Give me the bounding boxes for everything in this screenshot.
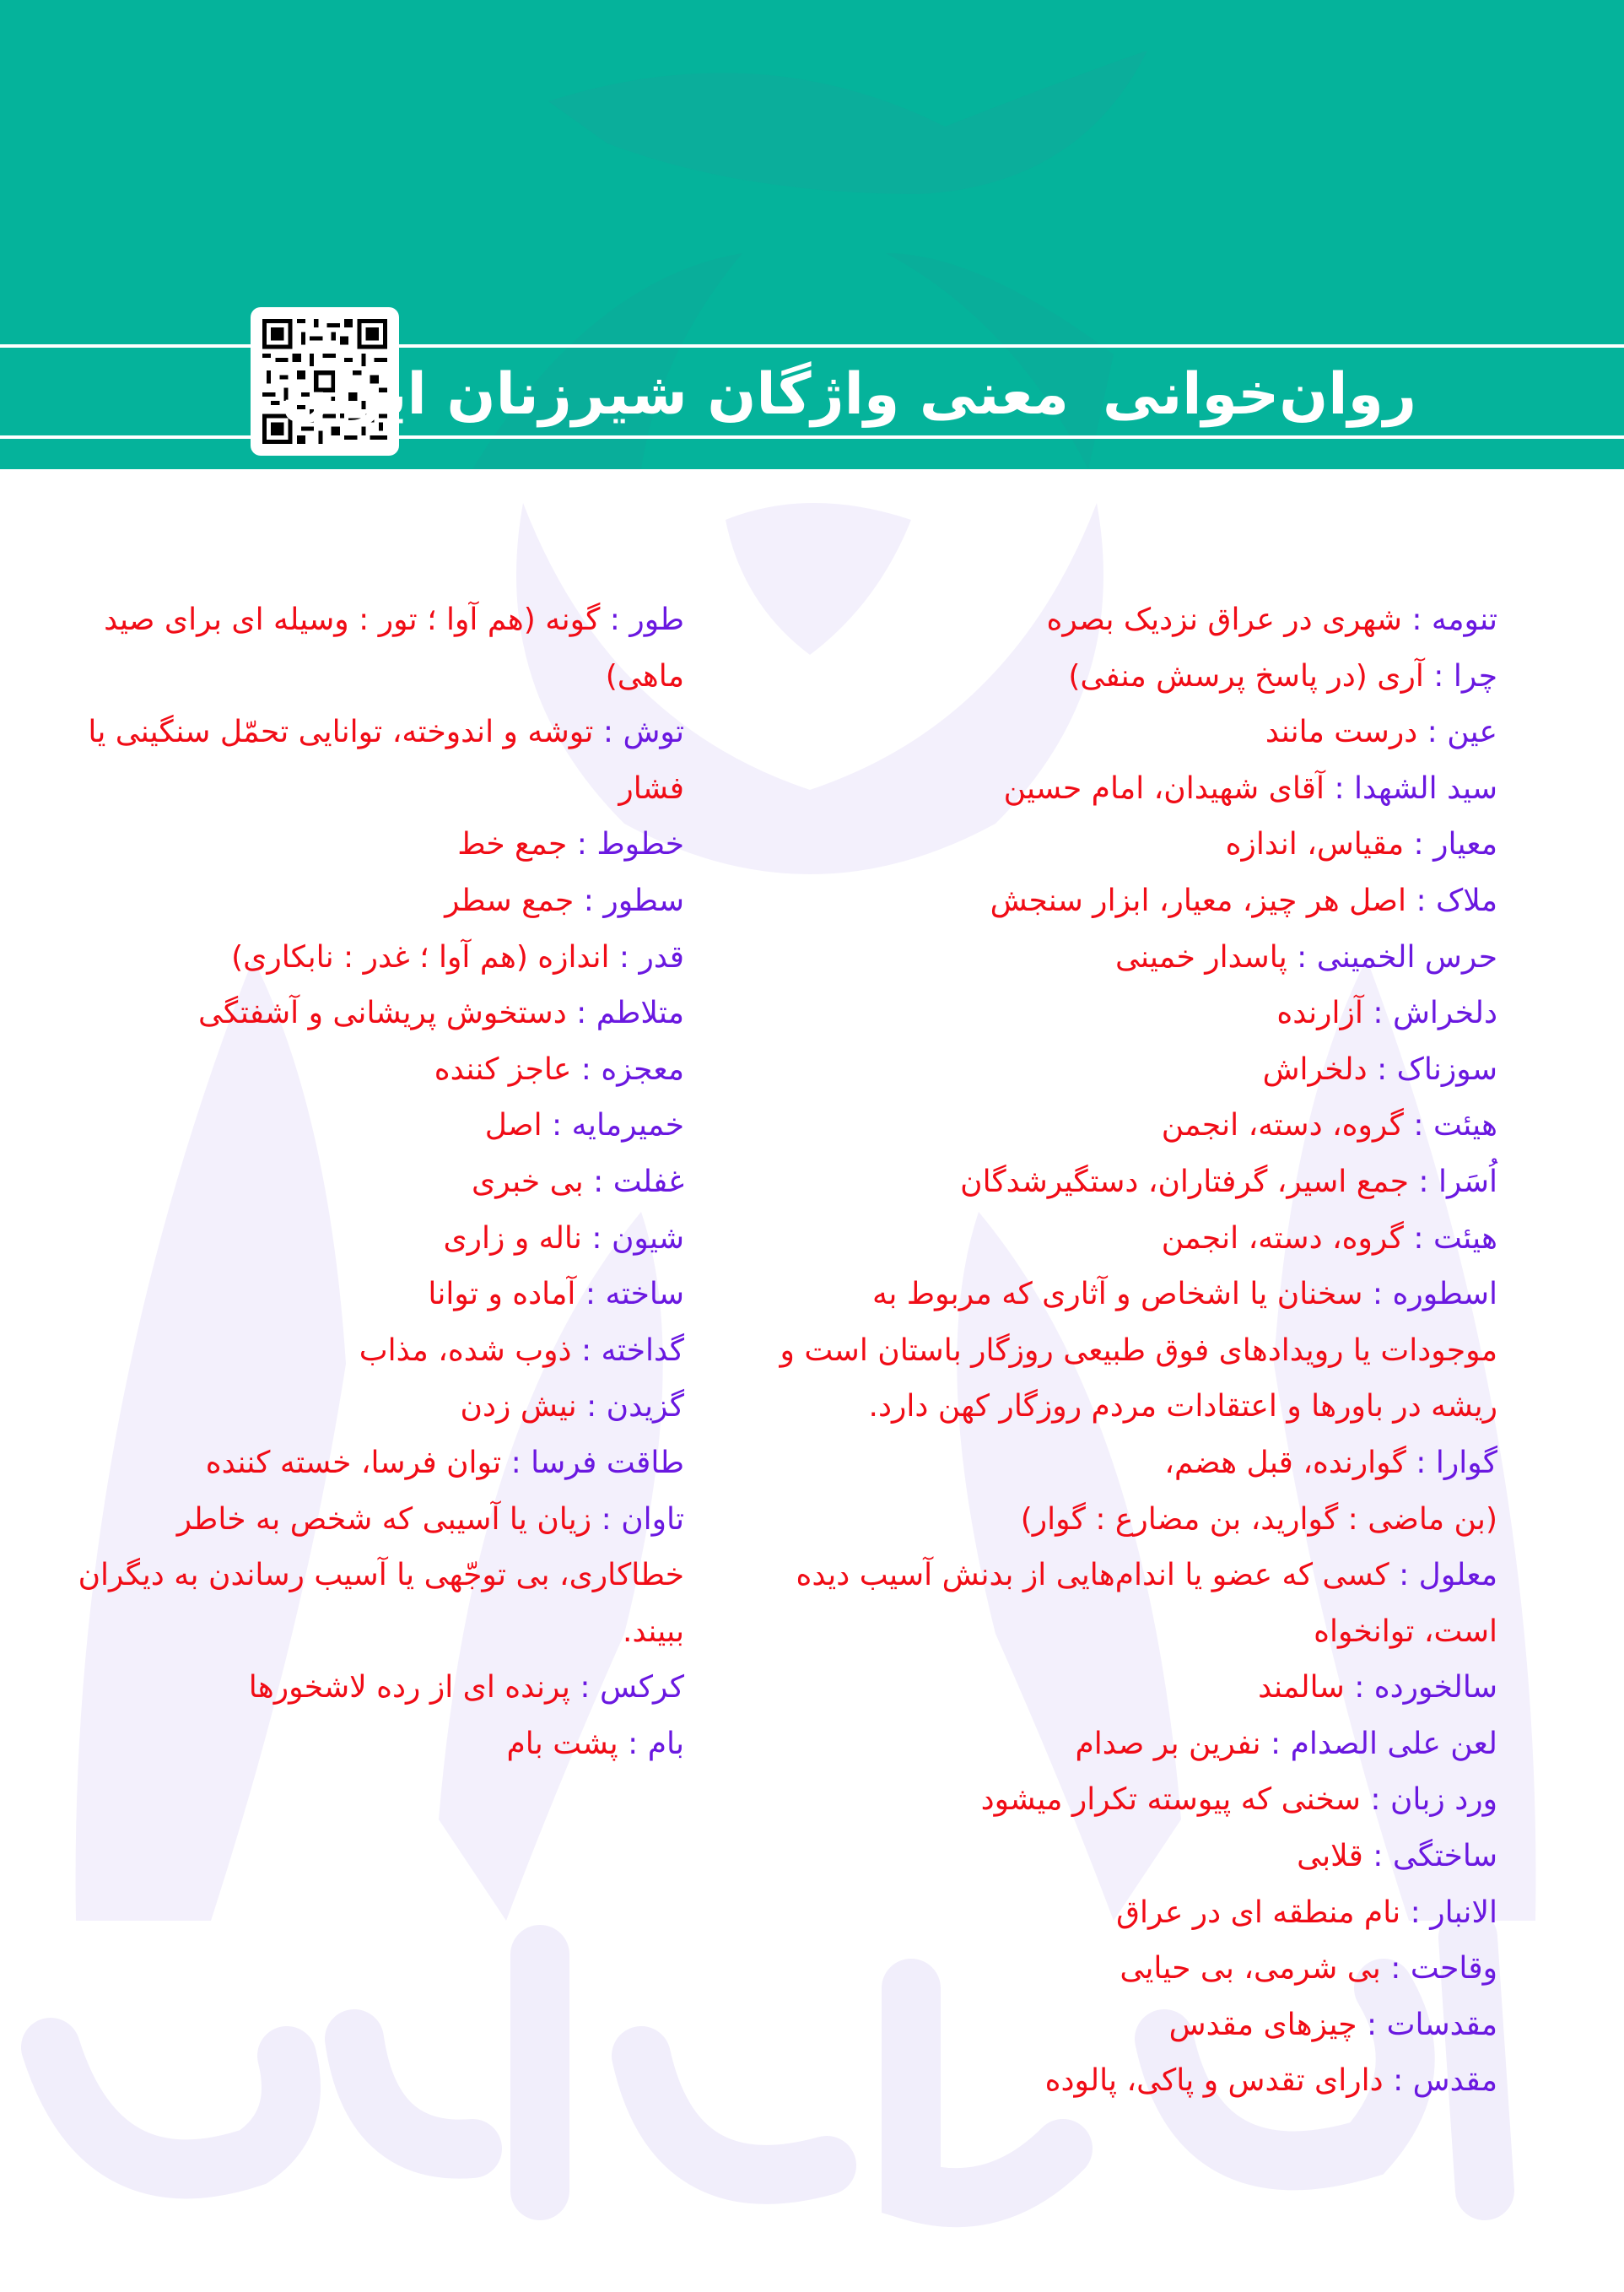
vocab-item: ساخته : آماده و توانا xyxy=(428,1277,684,1312)
vocab-definition: زیان یا آسیبی که شخص به خاطر خطاکاری، بی توجّهی یا آسیب رساندن به دیگران ببیند. xyxy=(78,1501,684,1649)
vocab-item: ورد زبان : سخنی که پیوسته تکرار میشود xyxy=(980,1782,1497,1818)
vocab-item: اسطوره : سخنان یا اشخاص و آثاری که مربوط به موجودات یا رویدادهای فوق طبیعی روزگار باستان است و ریشه در باورها و اعتقادات مردم روزگار کهن دارد. xyxy=(780,1277,1497,1424)
vocab-item: مقدسات : چیزهای مقدس xyxy=(1168,2007,1497,2042)
vocab-item: تنومه : شهری در عراق نزدیک بصره xyxy=(1046,603,1497,637)
vocab-definition: آقای شهیدان، امام حسین xyxy=(1003,770,1325,806)
vocab-definition: آری (در پاسخ پرسش منفی) xyxy=(1068,658,1424,694)
vocab-item: معجزه : عاجز کننده xyxy=(434,1051,684,1087)
vocab-definition: گروه، دسته، انجمن xyxy=(1161,1108,1404,1143)
vocab-term: حرس الخمینی xyxy=(1316,939,1497,975)
vocab-item: سوزناک : دلخراش xyxy=(1262,1051,1497,1087)
vocab-item: گوارا : گوارنده، قبل هضم، xyxy=(1164,1445,1497,1480)
vocab-term: ورد زبان xyxy=(1389,1782,1497,1818)
vocab-definition: مقیاس، اندازه xyxy=(1225,827,1405,862)
vocab-item: طور : گونه (هم آوا ؛ تور : وسیله ای برای صید ماهی) xyxy=(104,603,684,694)
vocab-definition: پاسدار خمینی xyxy=(1115,939,1287,975)
vocab-definition: اصل هر چیز، معیار، ابزار سنجش xyxy=(990,883,1406,918)
vocab-definition: اندازه (هم آوا ؛ غدر : نابکاری) xyxy=(231,939,610,975)
vocab-item: عین : درست مانند xyxy=(1265,715,1497,750)
vocab-term: لعن علی الصدام xyxy=(1290,1726,1497,1761)
page-title-part1: روان‌خوانی xyxy=(1102,361,1416,428)
vocab-item-continuation xyxy=(772,1492,1497,1549)
vocab-definition: پرنده ای از رده لاشخورها xyxy=(248,1670,570,1705)
vocab-definition: (بن ماضی : گوارید، بن مضارع : گوار) xyxy=(1020,1501,1497,1537)
vocab-term: سطور xyxy=(603,883,684,918)
vocab-item: سالخورده : سالمند xyxy=(1258,1670,1497,1705)
vocab-term: مقدس xyxy=(1412,2063,1497,2099)
vocab-definition: آزارنده xyxy=(1276,996,1363,1031)
vocab-term: اُسَرا xyxy=(1438,1164,1497,1199)
vocab-item: حرس الخمینی : پاسدار خمینی xyxy=(1115,939,1497,975)
vocab-term: معجزه xyxy=(601,1051,684,1087)
vocab-definition: ذوب شده، مذاب xyxy=(359,1332,572,1368)
vocab-definition: جمع سطر xyxy=(445,883,575,918)
vocab-item: گداخته : ذوب شده، مذاب xyxy=(359,1332,684,1368)
vocab-item: متلاطم : دستخوش پریشانی و آشفتگی xyxy=(198,996,684,1031)
vocab-term: ساخته xyxy=(605,1277,684,1312)
vocab-definition: شهری در عراق نزدیک بصره xyxy=(1046,603,1402,637)
vocab-term: خمیرمایه xyxy=(571,1108,684,1143)
vocab-term: گداخته xyxy=(601,1332,684,1368)
vocab-definition: دستخوش پریشانی و آشفتگی xyxy=(198,996,567,1031)
vocab-item: چرا : آری (در پاسخ پرسش منفی) xyxy=(1068,658,1497,694)
vocab-term: اسطوره xyxy=(1392,1277,1497,1312)
vocab-definition: جمع خط xyxy=(457,827,568,862)
vocab-definition: سالمند xyxy=(1258,1670,1345,1705)
vocab-definition: گونه (هم آوا ؛ تور : وسیله ای برای صید ماهی) xyxy=(104,603,684,694)
vocab-definition: درست مانند xyxy=(1265,715,1418,750)
vocab-term: مقدسات xyxy=(1386,2007,1497,2042)
vocab-item: طاقت فرسا : توان فرسا، خسته کننده xyxy=(205,1445,684,1480)
vocab-definition: نام منطقه ای در عراق xyxy=(1116,1895,1401,1930)
vocab-definition: گروه، دسته، انجمن xyxy=(1161,1220,1404,1256)
vocab-item: وقاحت : بی شرمی، بی حیایی xyxy=(1120,1951,1497,1987)
vocab-term: معیار xyxy=(1433,827,1497,862)
vocab-definition: اصل xyxy=(484,1108,542,1143)
vocab-term: معلول xyxy=(1418,1558,1497,1593)
vocab-term: توش xyxy=(623,715,684,750)
vocab-item: سطور : جمع سطر xyxy=(445,883,684,918)
vocab-item: خطوط : جمع خط xyxy=(457,827,684,862)
vocab-definition: توشه و اندوخته، توانایی تحمّل سنگینی یا فشار xyxy=(88,715,684,806)
vocab-term: خطوط xyxy=(596,827,684,862)
vocab-term: قدر xyxy=(639,939,684,975)
vocab-term: متلاطم xyxy=(596,996,684,1031)
vocab-term: تنومه xyxy=(1431,603,1497,637)
vocab-item: توش : توشه و اندوخته، توانایی تحمّل سنگینی یا فشار xyxy=(88,715,684,806)
vocabulary-list-left xyxy=(77,592,684,1772)
vocab-definition: توان فرسا، خسته کننده xyxy=(205,1445,502,1480)
vocab-item: غفلت : بی خبری xyxy=(472,1164,684,1199)
vocab-term: ساختگی xyxy=(1392,1839,1497,1874)
vocab-item: اُسَرا : جمع اسیر، گرفتاران، دستگیرشدگان xyxy=(960,1164,1497,1199)
vocab-item: خمیرمایه : اصل xyxy=(484,1108,684,1143)
vocab-definition: قلابی xyxy=(1297,1839,1363,1874)
vocab-item: لعن علی الصدام : نفرین بر صدام xyxy=(1075,1726,1497,1761)
vocab-term: گزیدن xyxy=(606,1389,684,1424)
vocab-term: طور xyxy=(629,603,684,637)
vocab-term: دلخراش xyxy=(1392,996,1497,1031)
vocab-item: گزیدن : نیش زدن xyxy=(460,1389,684,1424)
vocab-definition: بی شرمی، بی حیایی xyxy=(1120,1951,1381,1987)
vocab-term: چرا xyxy=(1453,658,1497,694)
vocab-term: بام xyxy=(647,1726,684,1761)
vocab-definition: ناله و زاری xyxy=(443,1220,582,1256)
vocab-definition: دلخراش xyxy=(1262,1051,1368,1087)
vocab-item: مقدس : دارای تقدس و پاکی، پالوده xyxy=(1044,2063,1497,2099)
vocab-term: الانبار xyxy=(1430,1895,1497,1930)
vocab-item: شیون : ناله و زاری xyxy=(443,1220,684,1256)
vocab-term: گوارا xyxy=(1435,1445,1497,1480)
vocab-term: سوزناک xyxy=(1396,1051,1497,1087)
vocab-term: ملاک xyxy=(1436,883,1497,918)
vocab-definition: عاجز کننده xyxy=(434,1051,572,1087)
page-title-part2: معنی واژگان شیرزنان ایران xyxy=(281,361,1069,428)
vocab-item: دلخراش : آزارنده xyxy=(1276,996,1497,1031)
vocab-item: هیئت : گروه، دسته، انجمن xyxy=(1161,1220,1497,1256)
vocab-definition: دارای تقدس و پاکی، پالوده xyxy=(1044,2063,1384,2099)
vocab-term: هیئت xyxy=(1432,1108,1497,1143)
vocab-item: معیار : مقیاس، اندازه xyxy=(1225,827,1497,862)
vocab-term: هیئت xyxy=(1432,1220,1497,1256)
vocab-item: کرکس : پرنده ای از رده لاشخورها xyxy=(248,1670,684,1705)
vocab-item: سید الشهدا : آقای شهیدان، امام حسین xyxy=(1003,770,1497,806)
vocab-term: شیون xyxy=(611,1220,684,1256)
vocab-definition: جمع اسیر، گرفتاران، دستگیرشدگان xyxy=(960,1164,1409,1199)
vocab-item: تاوان : زیان یا آسیبی که شخص به خاطر خطاکاری، بی توجّهی یا آسیب رساندن به دیگران ببیند. xyxy=(78,1501,684,1649)
vocab-item: ساختگی : قلابی xyxy=(1297,1839,1497,1874)
vocab-term: کرکس xyxy=(599,1670,684,1705)
vocab-item: قدر : اندازه (هم آوا ؛ غدر : نابکاری) xyxy=(231,939,684,975)
page-title xyxy=(281,354,1416,435)
header-bottom-rule xyxy=(0,435,1624,439)
vocab-definition: کسی که عضو یا اندام‌هایی از بدنش آسیب دیده است، توانخواه xyxy=(796,1558,1497,1649)
vocab-term: طاقت فرسا xyxy=(531,1445,684,1480)
vocab-definition: چیزهای مقدس xyxy=(1168,2007,1357,2042)
vocab-definition: آماده و توانا xyxy=(428,1277,576,1312)
vocab-item: الانبار : نام منطقه ای در عراق xyxy=(1116,1895,1497,1930)
vocab-definition: بی خبری xyxy=(472,1164,584,1199)
vocab-term: سالخورده xyxy=(1373,1670,1497,1705)
vocab-term: تاوان xyxy=(621,1501,684,1537)
vocab-item: معلول : کسی که عضو یا اندام‌هایی از بدنش آسیب دیده است، توانخواه xyxy=(796,1558,1497,1649)
vocab-item: ملاک : اصل هر چیز، معیار، ابزار سنجش xyxy=(990,883,1497,918)
header-top-rule xyxy=(0,344,1624,348)
vocab-term: غفلت xyxy=(612,1164,684,1199)
vocab-definition: نیش زدن xyxy=(460,1389,577,1424)
vocab-item: بام : پشت بام xyxy=(506,1726,684,1761)
vocab-definition: گوارنده، قبل هضم، xyxy=(1164,1445,1406,1480)
vocab-definition: سخنان یا اشخاص و آثاری که مربوط به موجودات یا رویدادهای فوق طبیعی روزگار باستان است و ریشه در باورها و اعتقادات مردم روزگار کهن دارد. xyxy=(780,1277,1497,1424)
header-band xyxy=(0,0,1624,469)
vocab-definition: نفرین بر صدام xyxy=(1075,1726,1261,1761)
vocab-item: هیئت : گروه، دسته، انجمن xyxy=(1161,1108,1497,1143)
vocab-term: سید الشهدا xyxy=(1354,770,1497,806)
vocab-definition: سخنی که پیوسته تکرار میشود xyxy=(980,1782,1361,1818)
vocab-definition: پشت بام xyxy=(506,1726,618,1761)
vocabulary-list-right xyxy=(772,592,1497,2110)
vocab-term: وقاحت xyxy=(1410,1951,1497,1987)
vocab-term: عین xyxy=(1447,715,1497,750)
